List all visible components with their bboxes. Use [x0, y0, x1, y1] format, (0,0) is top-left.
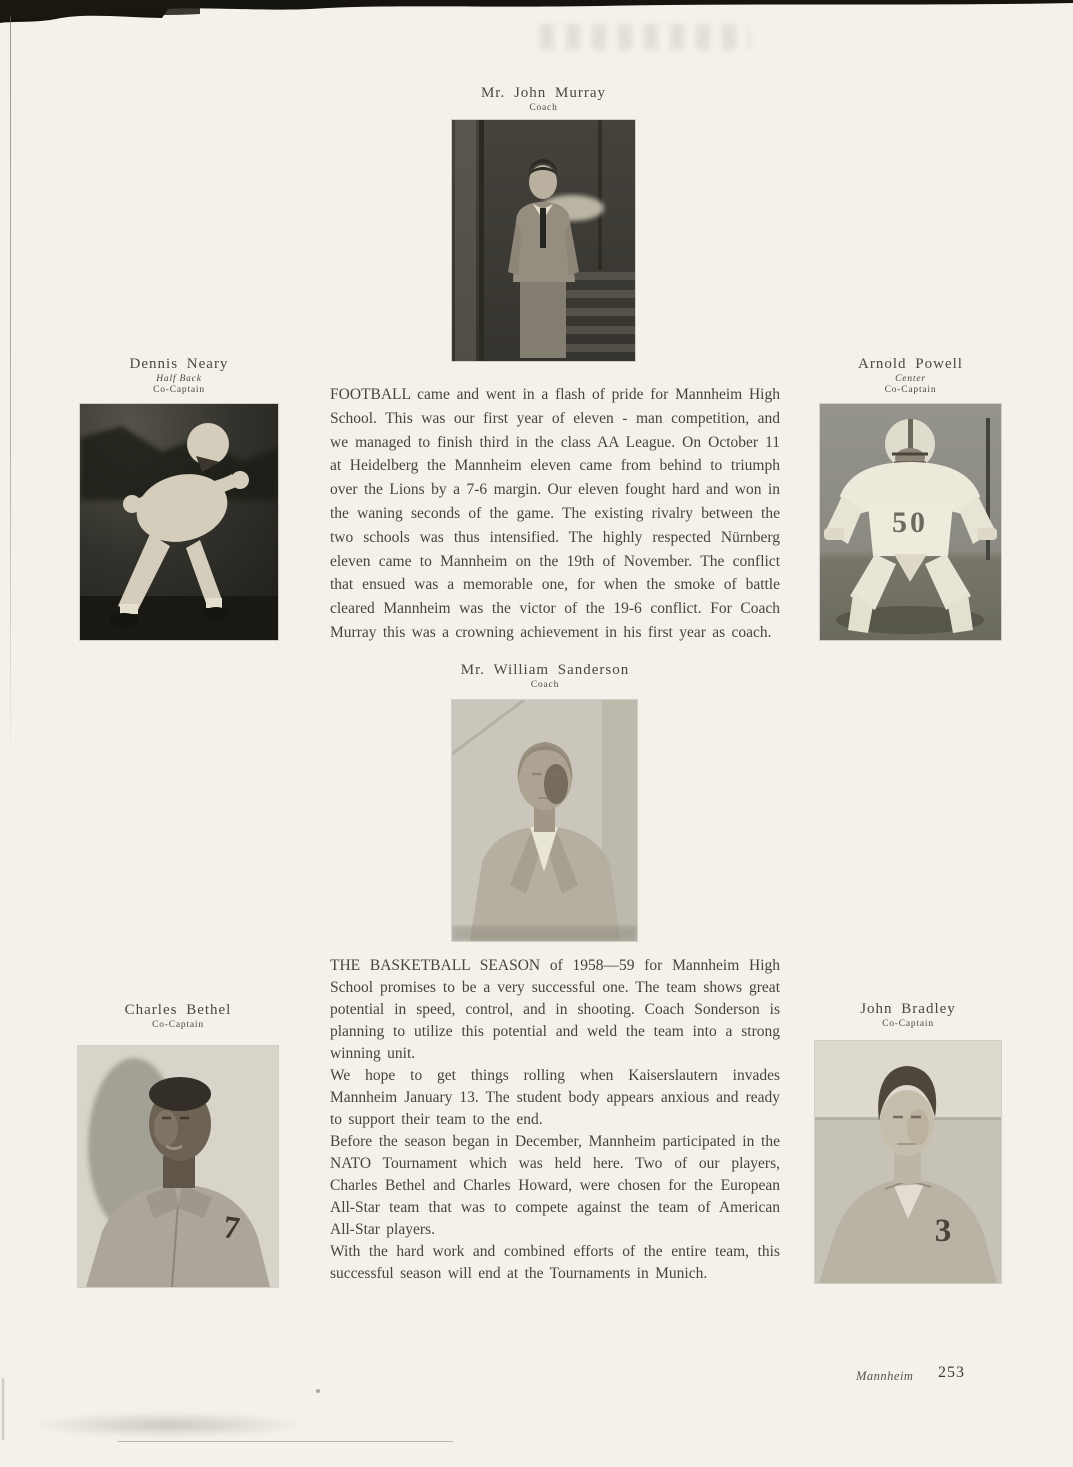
neary-caption — [80, 356, 278, 395]
sanderson-role: Coach — [530, 680, 560, 690]
powell-photo — [820, 404, 1001, 640]
scan-left-edge-line — [10, 16, 11, 776]
basketball-article — [330, 955, 780, 1285]
sanderson-name: Mr. William Sanderson — [460, 662, 630, 678]
bradley-jersey-number: 3 — [934, 1213, 952, 1249]
bradley-photo-illustration — [815, 1041, 1001, 1283]
neary-name: Dennis Neary — [129, 356, 229, 372]
bethel-name: Charles Bethel — [124, 1002, 232, 1018]
powell-name: Arnold Powell — [858, 356, 963, 372]
basketball-paragraph-2: We hope to get things rolling when Kaiserslautern invades Mannheim January 13. The student body appears anxious and ready to support their team to the end. — [330, 1067, 780, 1128]
bethel-caption — [78, 1002, 278, 1030]
scan-bottom-line — [118, 1441, 453, 1442]
sanderson-photo — [452, 700, 637, 941]
murray-photo — [452, 120, 635, 361]
bradley-caption — [815, 1001, 1001, 1029]
bethel-photo-illustration — [78, 1046, 278, 1287]
murray-caption — [452, 85, 635, 113]
sanderson-photo-illustration — [452, 700, 637, 941]
basketball-paragraph-1: THE BASKETBALL SEASON of 1958—59 for Mannheim High School promises to be a very successful one. The team shows great potential in speed, control, and in shooting. Coach Sonderson is planning to utilize this potential and weld the team into a strong winning unit. — [330, 957, 780, 1062]
page-bleed-through-smudge — [540, 24, 750, 50]
bethel-jersey-number: 7 — [221, 1208, 242, 1247]
murray-name: Mr. John Murray — [480, 85, 607, 101]
neary-role: Co-Captain — [153, 385, 205, 395]
football-article — [330, 383, 780, 645]
football-paragraph: FOOTBALL came and went in a flash of pride for Mannheim High School. This was our first year of eleven - man competition, and we managed to finish third in the class AA League. On October 11 at Heidelberg the Mannheim eleven came from behind to triumph over the Lions by a 7-6 margin. Our eleven fought hard and won in the waning seconds of the game. The existing rivalry between the two schools was thus intensified. The highly respected Nürnberg eleven came to Mannheim on the 19th of November. The conflict that ensued was a memorable one, for when the smoke of battle cleared Mannheim was the victor of the 19-6 conflict. For Coach Murray this was a crowning achievement in his first year as coach. — [330, 386, 780, 641]
powell-role: Co-Captain — [884, 385, 937, 395]
bradley-name: John Bradley — [860, 1001, 956, 1017]
murray-photo-illustration — [452, 120, 635, 361]
powell-position: Center — [895, 374, 926, 384]
footer-page-number: 253 — [938, 1364, 965, 1381]
basketball-paragraph-4: With the hard work and combined efforts of the entire team, this successful season will end at the Tournaments in Munich. — [330, 1243, 780, 1282]
bradley-role: Co-Captain — [882, 1019, 934, 1029]
scan-bottom-left-edge — [2, 1378, 4, 1440]
scan-dot-artifact — [316, 1389, 320, 1393]
bethel-photo — [78, 1046, 278, 1287]
footer-book-title: Mannheim — [856, 1369, 914, 1383]
powell-jersey-number: 50 — [892, 506, 928, 539]
neary-photo — [80, 404, 278, 640]
basketball-paragraph-3: Before the season began in December, Mannheim participated in the NATO Tournament which was held here. Two of our players, Charles Bethel and Charles Howard, were chosen for the European All-Star team that was to compete against the team of American All-Star players. — [330, 1133, 780, 1238]
scan-bottom-smudge — [28, 1412, 308, 1438]
bradley-photo — [815, 1041, 1001, 1283]
sanderson-caption — [440, 662, 650, 690]
neary-photo-illustration — [80, 404, 278, 640]
scan-top-edge-artifact — [0, 0, 1073, 26]
bethel-role: Co-Captain — [152, 1020, 204, 1030]
powell-photo-illustration — [820, 404, 1001, 640]
powell-caption — [820, 356, 1001, 395]
neary-position: Half Back — [156, 374, 202, 384]
murray-role: Coach — [529, 103, 558, 113]
